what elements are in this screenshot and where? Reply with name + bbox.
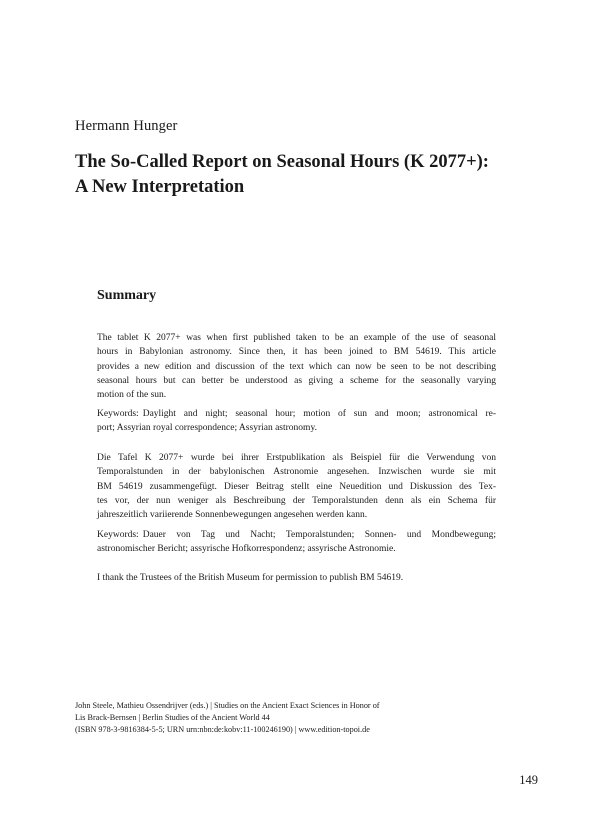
keywords-line: astronomischer Bericht; assyrische Hofkorrespondenz; assyrische Astronomie.: [97, 544, 396, 555]
keywords-text: Daylight and night; seasonal hour; motion of sun and moon; astronomical re-: [142, 409, 496, 419]
abstract-line: provides a new edition and discussion of the text which can now be seen to be not describing: [97, 361, 496, 372]
abstract-line: motion of the sun.: [97, 390, 167, 401]
author-name: Hermann Hunger: [75, 118, 178, 134]
keywords-line: [97, 528, 496, 542]
german-keywords: [97, 528, 496, 557]
keywords-label: Keywords:: [97, 530, 139, 540]
title-line-1: The So-Called Report on Seasonal Hours (K 2077+):: [75, 152, 489, 172]
abstract-line: Temporalstunden in der babylonischen Astronomie angesehen. Inzwischen wurde sie mit: [97, 467, 496, 478]
keywords-text: Dauer von Tag und Nacht; Temporalstunden; Sonnen- und Mondbewegung;: [142, 530, 496, 540]
abstract-line: seasonal hours but can better be understood as giving a scheme for the seasonally varying: [97, 375, 496, 386]
title-line-2: A New Interpretation: [75, 177, 245, 197]
keywords-label: Keywords:: [97, 409, 139, 419]
abstract-line: BM 54619 zusammengefügt. Dieser Beitrag stellt eine Neuedition und Diskussion des Tex-: [97, 481, 496, 492]
keywords-line: [97, 407, 496, 421]
abstract-line: hours in Babylonian astronomy. Since then, it has been joined to BM 54619. This article: [97, 347, 496, 358]
english-keywords: [97, 407, 496, 436]
acknowledgement-text: I thank the Trustees of the British Museum for permission to publish BM 54619.: [97, 573, 404, 583]
abstract-line: Die Tafel K 2077+ wurde bei ihrer Erstpublikation als Beispiel für die Verwendung von: [97, 453, 496, 463]
keywords-line: port; Assyrian royal correspondence; Assyrian astronomy.: [97, 423, 317, 434]
page-number: 149: [519, 773, 538, 787]
citation-line: John Steele, Mathieu Ossendrijver (eds.) | Studies on the Ancient Exact Sciences in Honor of: [75, 701, 380, 710]
german-abstract: [97, 451, 496, 522]
abstract-line: tes vor, der nun weniger als Beschreibung der Temporalstunden denn als ein Schema für: [97, 495, 496, 506]
citation-line: (ISBN 978-3-9816384-5-5; URN urn:nbn:de:kobv:11-100246190) | www.edition-topoi.de: [75, 725, 370, 735]
summary-heading: Summary: [97, 288, 157, 303]
acknowledgement: [97, 571, 496, 585]
citation-line: Lis Brack-Bernsen | Berlin Studies of the Ancient World 44: [75, 713, 270, 723]
english-abstract: [97, 331, 496, 402]
abstract-line: The tablet K 2077+ was when first published taken to be an example of the use of seasonal: [97, 333, 496, 343]
abstract-line: jahreszeitlich variierende Sonnenbewegungen angesehen werden kann.: [97, 510, 368, 521]
citation-footer: [75, 700, 515, 737]
article-title: [75, 150, 545, 200]
